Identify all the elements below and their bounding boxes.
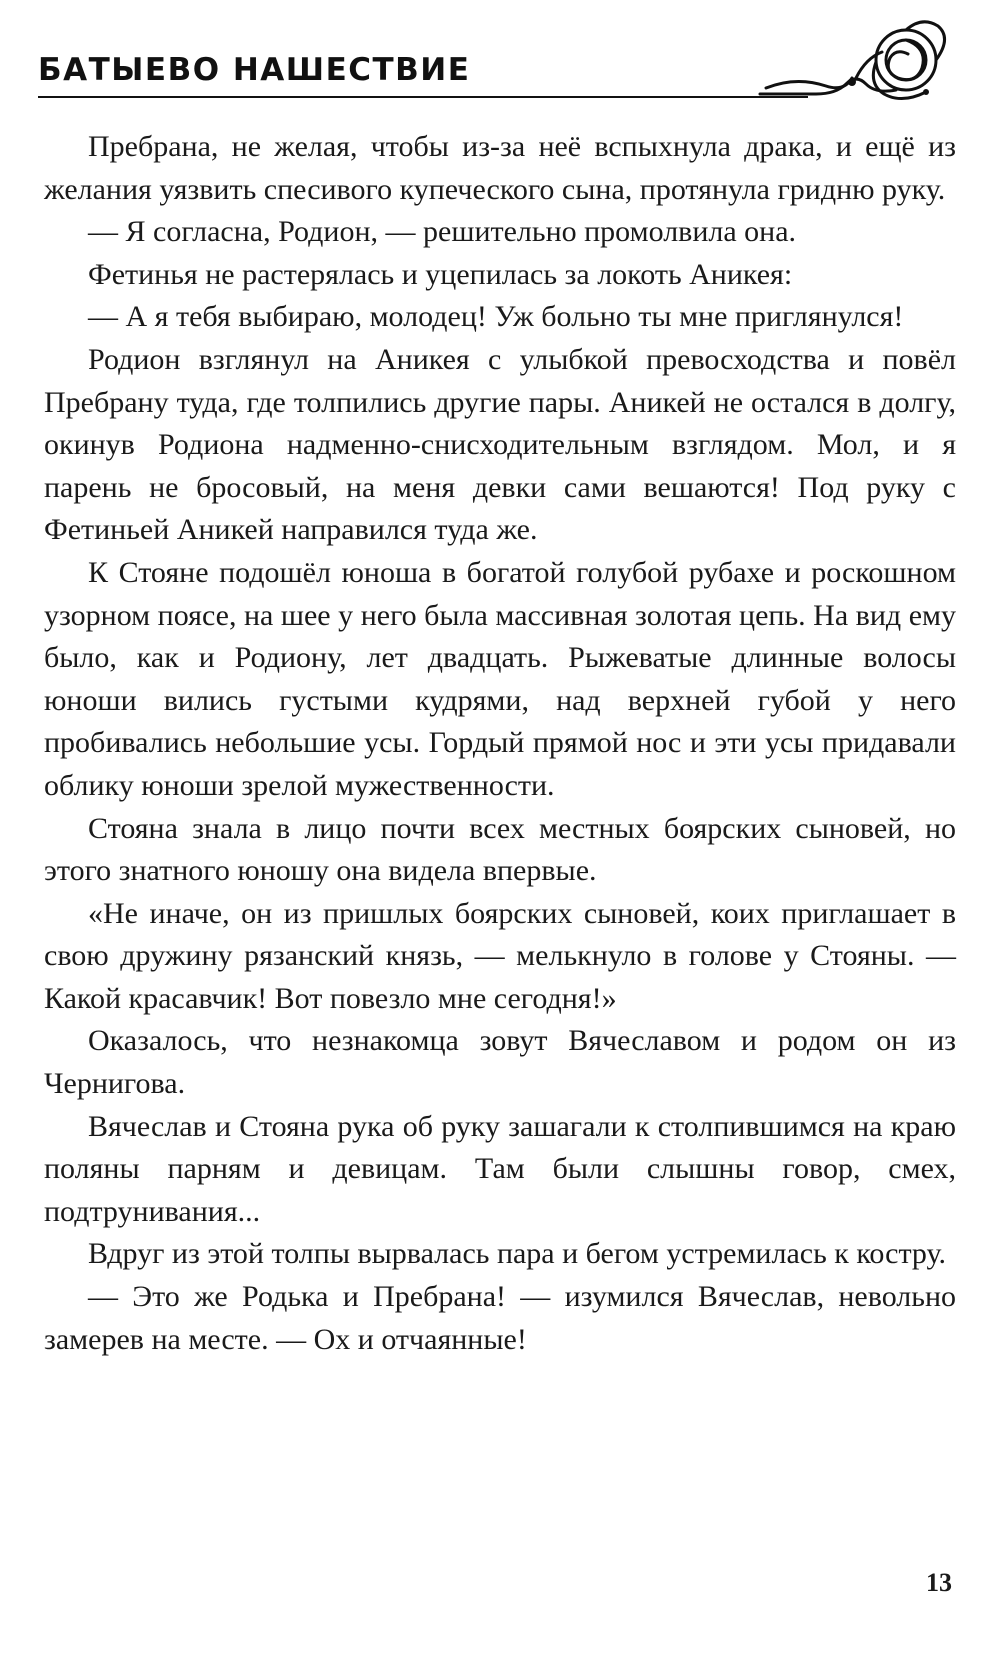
paragraph: Стояна знала в лицо почти всех местных боярских сыновей, но этого знатного юношу она видела впервые.: [44, 811, 956, 888]
paragraph: — Это же Родька и Пребрана! — изумился Вячеслав, невольно замерев на месте. — Ох и отчаянные!: [44, 1280, 956, 1356]
page-number: 13: [926, 1568, 952, 1597]
paragraph: Фетинья не растерялась и уцепилась за локоть Аникея:: [88, 257, 793, 291]
paragraph: Оказалось, что незнакомца зовут Вячеславом и родом он из Чернигова.: [44, 1024, 956, 1101]
paragraph: — Я согласна, Родион, — решительно промолвила она.: [88, 215, 797, 249]
header-rule: [38, 96, 808, 98]
paragraph: К Стояне подошёл юноша в богатой голубой рубахе и роскошном узорном поясе, на шее у него была массивная золотая цепь. На вид ему было, как и Родиону, лет двадцать. Рыжеватые длинные волосы юноши вились густыми кудрями, над верхней губой у него пробивались небольшие усы. Гордый прямой нос и эти усы придавали облику юноши зрелой мужественности.: [44, 555, 956, 802]
paragraph: Родион взглянул на Аникея с улыбкой превосходства и повёл Пребрану туда, где толпились другие пары. Аникей не остался в долгу, окинув Родиона надменно-снисходительным взглядом. Мол, и я парень не бросовый, на меня девки сами вешаются! Под руку с Фетиньей Аникей направился туда же.: [44, 342, 956, 547]
page-header: [38, 40, 958, 102]
body-text: [44, 126, 956, 1361]
paragraph: Вдруг из этой толпы вырвалась пара и бегом устремилась к костру.: [88, 1237, 947, 1271]
paragraph: «Не иначе, он из пришлых боярских сыновей, коих приглашает в свою дружину рязанский князь, — мелькнуло в голове у Стояны. — Какой красавчик! Вот повезло мне сегодня!»: [44, 896, 956, 1015]
paragraph: Пребрана, не желая, чтобы из-за неё вспыхнула драка, и ещё из желания уязвить спесивого купеческого сына, протянула гридню руку.: [44, 130, 956, 206]
running-title: БАТЫЕВО НАШЕСТВИЕ: [38, 52, 471, 88]
celtic-knot-ornament-icon: [756, 18, 956, 106]
paragraph: Вячеслав и Стояна рука об руку зашагали к столпившимся на краю поляны парням и девицам. Там были слышны говор, смех, подтрунивания...: [44, 1109, 956, 1228]
paragraph: — А я тебя выбираю, молодец! Уж больно ты мне приглянулся!: [88, 300, 904, 334]
